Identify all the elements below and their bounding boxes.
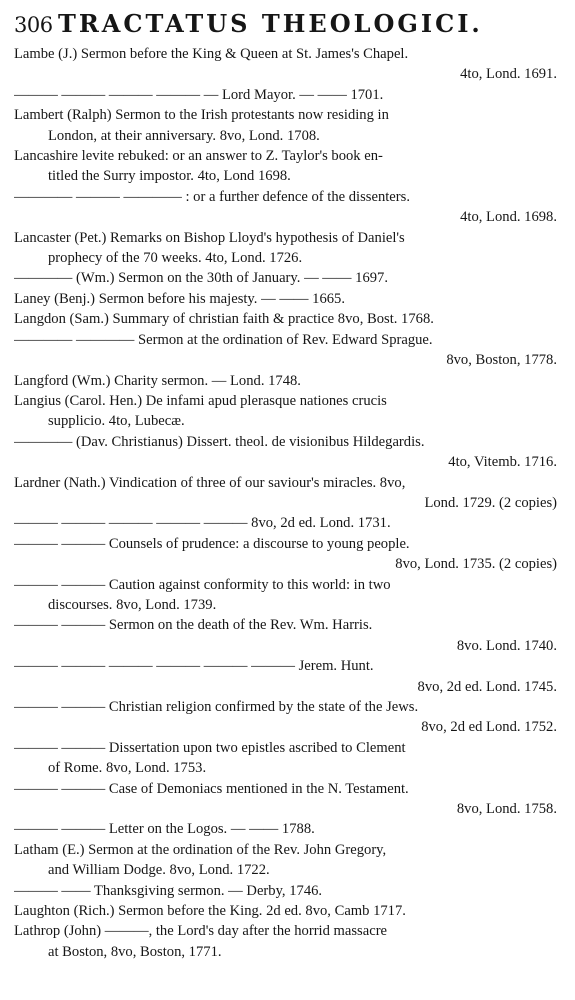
entry-line: Lambert (Ralph) Sermon to the Irish protestants now residing in bbox=[14, 107, 389, 124]
entry-line: ——— ——— Sermon on the death of the Rev. Wm. Harris. bbox=[14, 617, 373, 634]
entry-line: ——— ——— Christian religion confirmed by the state of the Jews. bbox=[14, 699, 419, 715]
page-number: 306 bbox=[14, 13, 53, 37]
catalogue-entries bbox=[14, 44, 563, 962]
entry-line: London, at their anniversary. 8vo, Lond. 1708. bbox=[48, 127, 320, 144]
entry-line: Lancaster (Pet.) Remarks on Bishop Lloyd's hypothesis of Daniel's bbox=[14, 229, 405, 246]
entry-line: Langdon (Sam.) Summary of christian faith & practice 8vo, Bost. 1768. bbox=[14, 311, 434, 328]
entry-line: Laney (Benj.) Sermon before his majesty. — —— 1665. bbox=[14, 290, 345, 307]
entry-lancashire bbox=[14, 146, 563, 228]
entry-line: ———— ———— Sermon at the ordination of Rev. Edward Sprague. bbox=[14, 331, 433, 348]
entry-line: discourses. 8vo, Lond. 1739. bbox=[48, 596, 217, 613]
entry-line: Latham (E.) Sermon at the ordination of the Rev. John Gregory, bbox=[14, 841, 387, 858]
page-header bbox=[14, 4, 563, 44]
entry-lancaster bbox=[14, 228, 563, 289]
entry-line: ——— ——— Caution against conformity to this world: in two bbox=[14, 576, 391, 593]
entry-line: ——— ——— Case of Demoniacs mentioned in the N. Testament. bbox=[14, 780, 409, 797]
entry-line: 8vo. Lond. 1740. bbox=[456, 637, 557, 654]
entry-line: ——— ——— ——— ——— ——— 8vo, 2d ed. Lond. 1731. bbox=[14, 515, 391, 532]
entry-langdon bbox=[14, 309, 563, 370]
entry-line: ——— ——— ——— ——— ——— ——— Jerem. Hunt. bbox=[14, 658, 374, 675]
entry-line: ——— ——— Counsels of prudence: a discourse to young people. bbox=[14, 535, 410, 552]
entry-line: ——— —— Thanksgiving sermon. — Derby, 1746. bbox=[14, 882, 323, 899]
entry-line: 8vo, 2d ed. Lond. 1745. bbox=[417, 678, 557, 695]
entry-line: Lathrop (John) ———, the Lord's day after the horrid massacre bbox=[14, 923, 388, 940]
entry-line: ———— (Dav. Christianus) Dissert. theol. de visionibus Hildegardis. bbox=[14, 433, 425, 450]
entry-line: 8vo, Lond. 1735. (2 copies) bbox=[395, 556, 557, 573]
entry-line: prophecy of the 70 weeks. 4to, Lond. 1726. bbox=[48, 250, 303, 267]
entry-langford bbox=[14, 371, 563, 391]
running-title: TRACTATUS THEOLOGICI. bbox=[58, 9, 483, 38]
entry-lathrop bbox=[14, 921, 563, 962]
entry-line: Lambe (J.) Sermon before the King & Queen at St. James's Chapel. bbox=[14, 46, 409, 62]
entry-lambert bbox=[14, 105, 563, 146]
entry-laughton bbox=[14, 901, 563, 921]
entry-line: 8vo, 2d ed Lond. 1752. bbox=[421, 719, 557, 736]
entry-latham bbox=[14, 840, 563, 901]
entry-line: ——— ——— Letter on the Logos. — —— 1788. bbox=[14, 821, 315, 838]
entry-line: 4to, Vitemb. 1716. bbox=[448, 454, 557, 471]
entry-line: ———— ——— ———— : or a further defence of the dissenters. bbox=[14, 188, 410, 205]
entry-line: 8vo, Lond. 1758. bbox=[456, 801, 557, 818]
entry-line: Lardner (Nath.) Vindication of three of our saviour's miracles. 8vo, bbox=[14, 474, 406, 491]
entry-line: Lancashire levite rebuked: or an answer to Z. Taylor's book en- bbox=[14, 148, 383, 165]
entry-langius bbox=[14, 391, 563, 473]
entry-line: and William Dodge. 8vo, Lond. 1722. bbox=[48, 862, 270, 879]
entry-line: Langford (Wm.) Charity sermon. — Lond. 1748. bbox=[14, 372, 301, 389]
entry-line: at Boston, 8vo, Boston, 1771. bbox=[48, 943, 222, 960]
entry-line: Lond. 1729. (2 copies) bbox=[424, 494, 557, 511]
entry-line: titled the Surry impostor. 4to, Lond 1698. bbox=[48, 168, 291, 185]
entry-lambe bbox=[14, 44, 563, 105]
entry-line: ——— ——— ——— ——— — Lord Mayor. — —— 1701. bbox=[14, 86, 384, 103]
entry-line: Langius (Carol. Hen.) De infami apud plerasque nationes crucis bbox=[14, 392, 387, 409]
entry-line: ———— (Wm.) Sermon on the 30th of January. — —— 1697. bbox=[14, 270, 388, 287]
entry-line: of Rome. 8vo, Lond. 1753. bbox=[48, 760, 207, 777]
entry-line: 8vo, Boston, 1778. bbox=[446, 352, 557, 369]
entry-line: supplicio. 4to, Lubecæ. bbox=[48, 413, 185, 430]
entry-lardner bbox=[14, 473, 563, 840]
entry-line: ——— ——— Dissertation upon two epistles ascribed to Clement bbox=[14, 739, 406, 756]
entry-line: Laughton (Rich.) Sermon before the King. 2d ed. 8vo, Camb 1717. bbox=[14, 903, 406, 920]
entry-line: 4to, Lond. 1691. bbox=[460, 66, 557, 83]
entry-line: 4to, Lond. 1698. bbox=[460, 209, 557, 226]
entry-laney bbox=[14, 289, 563, 309]
